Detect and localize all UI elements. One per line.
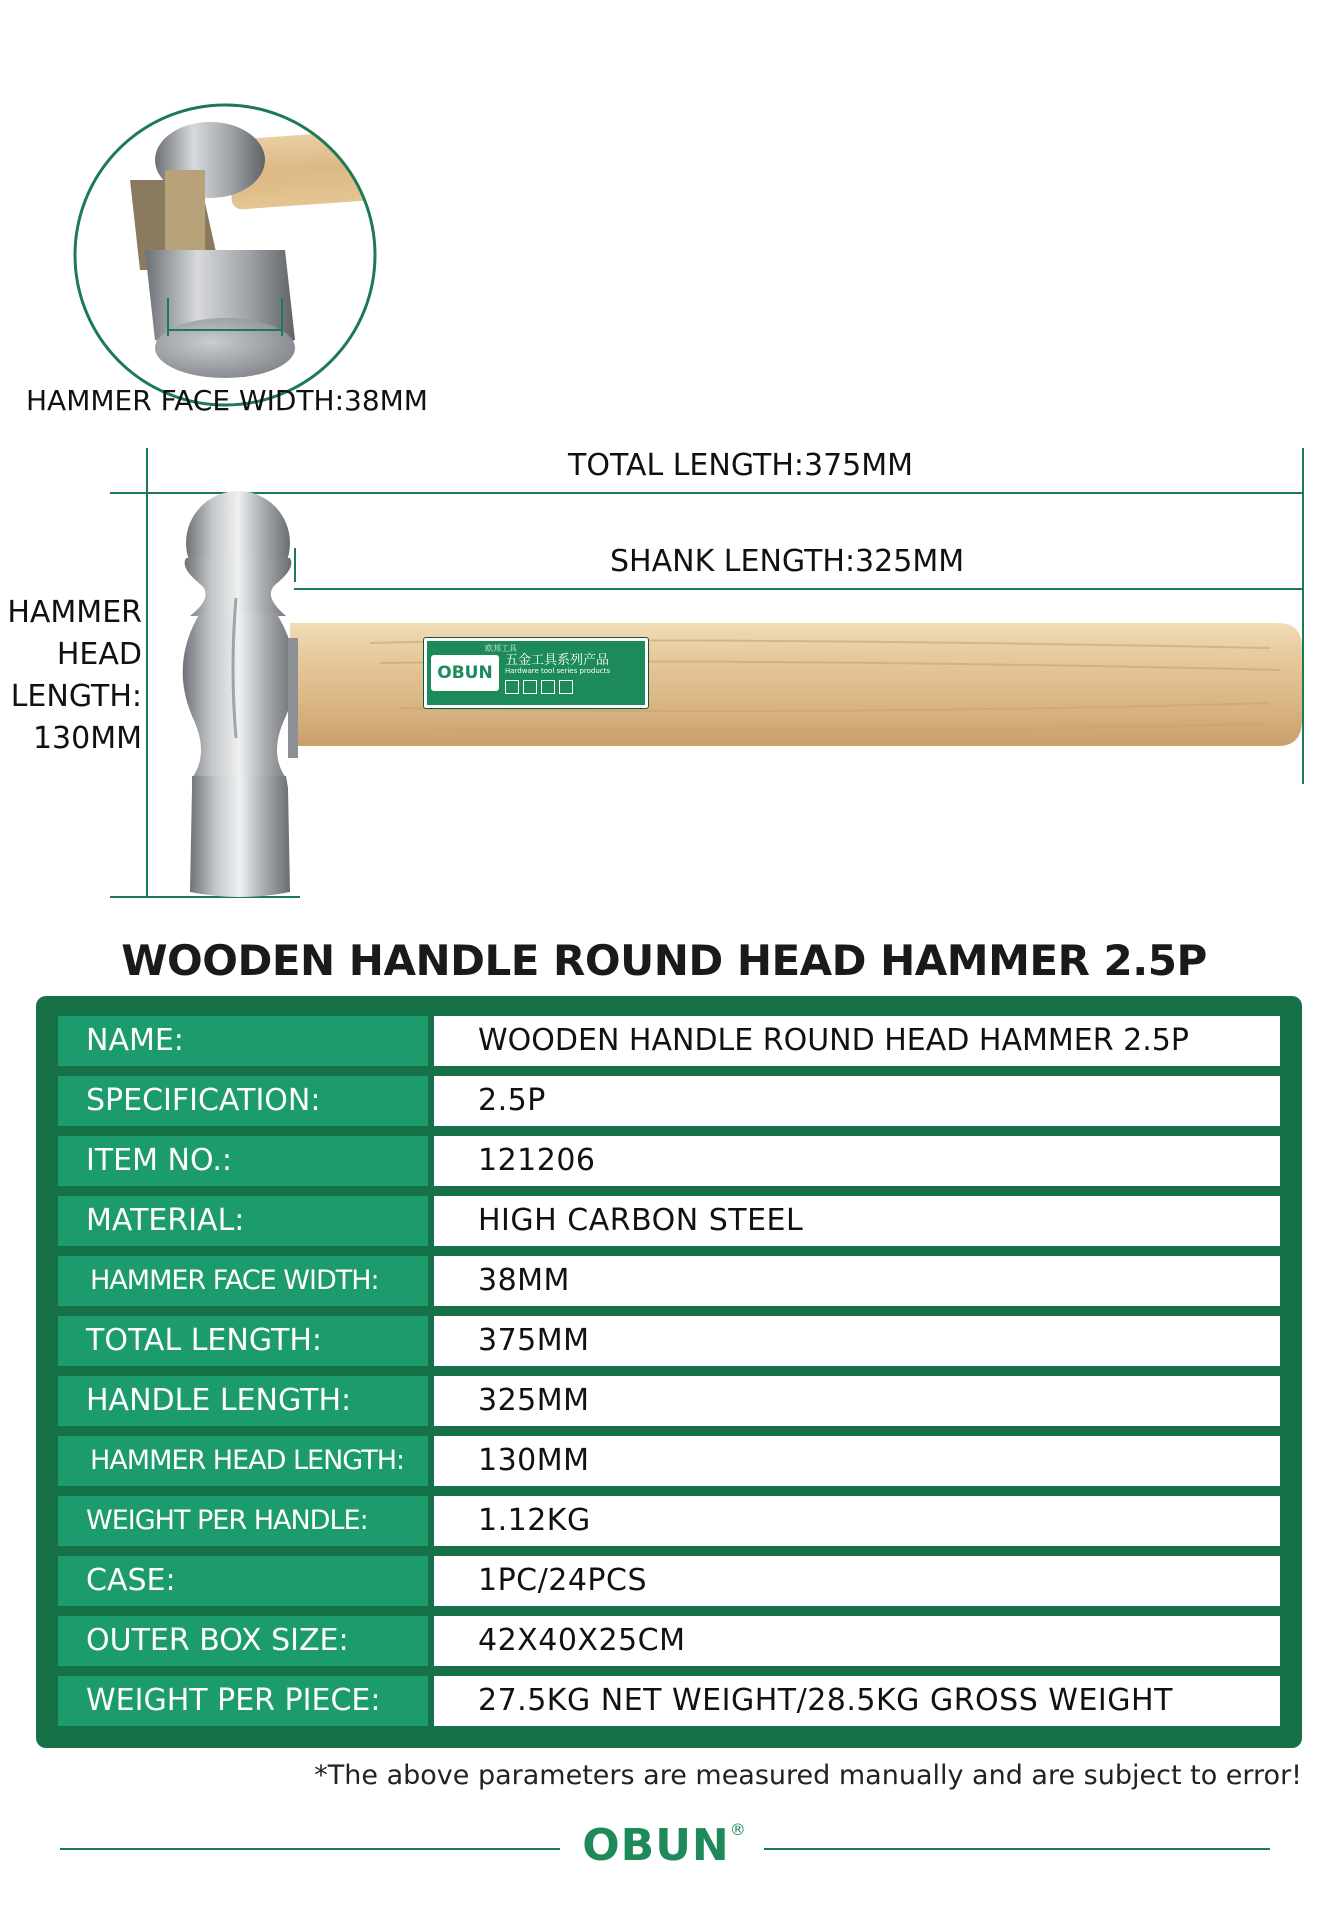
spec-label: HAMMER FACE WIDTH: — [58, 1256, 428, 1306]
total-length-label: TOTAL LENGTH:375MM — [568, 448, 914, 483]
product-title: WOODEN HANDLE ROUND HEAD HAMMER 2.5P — [121, 936, 1207, 985]
spec-row-specification — [58, 1076, 1280, 1126]
sticker-english-line: Hardware tool series products — [505, 667, 611, 675]
spec-value: 27.5KG NET WEIGHT/28.5KG GROSS WEIGHT — [434, 1676, 1280, 1726]
spec-label: TOTAL LENGTH: — [58, 1316, 428, 1366]
spec-row-total-length — [58, 1316, 1280, 1366]
total-length-left-tick — [146, 448, 148, 898]
spec-row-face-width — [58, 1256, 1280, 1306]
spec-label: WEIGHT PER PIECE: — [58, 1676, 428, 1726]
spec-value: 1.12KG — [434, 1496, 1280, 1546]
hammer-image — [170, 488, 1310, 900]
disclaimer: *The above parameters are measured manually and are subject to error! — [314, 1760, 1302, 1791]
footer-logo — [574, 1820, 754, 1876]
spec-row-weight-per-piece — [58, 1676, 1280, 1726]
spec-row-name — [58, 1016, 1280, 1066]
sticker-chinese-line: 五金工具系列产品 — [505, 653, 610, 668]
footer-divider-right — [764, 1848, 1270, 1850]
spec-row-head-length — [58, 1436, 1280, 1486]
spec-row-weight-per-handle — [58, 1496, 1280, 1546]
face-closeup-image — [70, 100, 380, 410]
brand-sticker — [424, 638, 648, 708]
spec-value: 121206 — [434, 1136, 1280, 1186]
shank-length-label: SHANK LENGTH:325MM — [610, 544, 965, 579]
spec-value: 375MM — [434, 1316, 1280, 1366]
spec-value: WOODEN HANDLE ROUND HEAD HAMMER 2.5P — [434, 1016, 1280, 1066]
spec-value: 2.5P — [434, 1076, 1280, 1126]
face-width-caption: HAMMER FACE WIDTH:38MM — [26, 384, 428, 417]
spec-label: HAMMER HEAD LENGTH: — [58, 1436, 428, 1486]
spec-label: OUTER BOX SIZE: — [58, 1616, 428, 1666]
spec-label: WEIGHT PER HANDLE: — [58, 1496, 428, 1546]
footer-logo-text: OBUN — [582, 1820, 730, 1871]
spec-value: 1PC/24PCS — [434, 1556, 1280, 1606]
sticker-small-text: 欧邦工具 — [485, 644, 517, 653]
spec-value: HIGH CARBON STEEL — [434, 1196, 1280, 1246]
spec-label: NAME: — [58, 1016, 428, 1066]
spec-value: 42X40X25CM — [434, 1616, 1280, 1666]
head-length-label: HAMMER HEAD LENGTH: 130MM — [7, 595, 142, 756]
spec-label: HANDLE LENGTH: — [58, 1376, 428, 1426]
spec-row-outer-box-size — [58, 1616, 1280, 1666]
spec-label: ITEM NO.: — [58, 1136, 428, 1186]
sticker-logo: OBUN — [431, 655, 499, 691]
spec-value: 130MM — [434, 1436, 1280, 1486]
spec-row-case — [58, 1556, 1280, 1606]
spec-label: MATERIAL: — [58, 1196, 428, 1246]
footer-divider-left — [60, 1848, 560, 1850]
spec-value: 38MM — [434, 1256, 1280, 1306]
spec-label: CASE: — [58, 1556, 428, 1606]
registered-mark: ® — [729, 1820, 746, 1839]
spec-value: 325MM — [434, 1376, 1280, 1426]
spec-row-item-no — [58, 1136, 1280, 1186]
sticker-icons — [505, 679, 573, 698]
spec-label: SPECIFICATION: — [58, 1076, 428, 1126]
spec-row-material — [58, 1196, 1280, 1246]
spec-table — [36, 996, 1302, 1748]
spec-row-handle-length — [58, 1376, 1280, 1426]
